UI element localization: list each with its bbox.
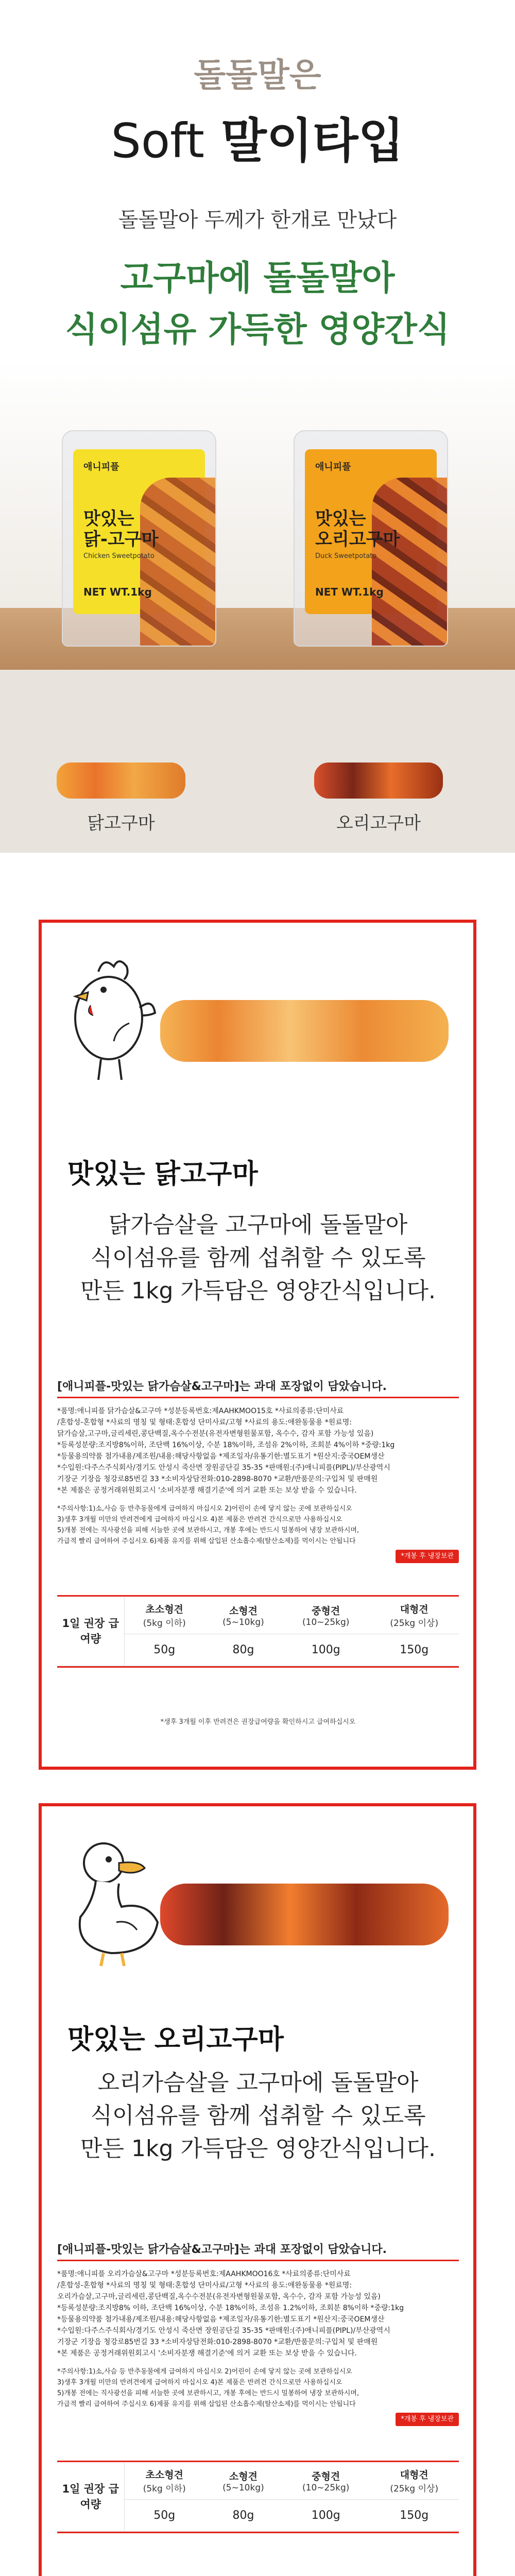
feeding-value: 80g [204,1634,282,1666]
product-description-line1: 오리가슴살을 고구마에 돌돌말아 [97,2070,419,2096]
product-card-chicken [39,920,476,1770]
feeding-row-label: 1일 권장 급여량 [57,2462,124,2532]
info-line: *등록성분량:조지방8%이하, 조단백 16%이상, 수분 18%이하, 조섬유 2%이하, 조회분 4%이하 *중량:1kg [57,1441,395,1449]
info-line: *수입원:다주스주식회사/경기도 안성시 죽산면 장원공단길 35-35 *판매원:(주)애니피플(PIPL)/부산광역시 [57,1464,390,1472]
info-heading: [애니피플-맛있는 닭가슴살&고구마]는 과대 포장없이 담았습니다. [57,1381,459,1398]
product-info-block [57,1381,459,1563]
duck-illustration [67,1835,160,1969]
info-line: *등물용의약품 첨가내용/제조원/내용:해당사항없음 *제조일자/유통기한:별도표기 *원산지:중국OEM생산 [57,2315,385,2324]
chicken-treat-closeup [160,1000,449,1062]
caution-line: 가급적 빨리 급여하여 주십시오 6)제품 유지를 위해 삽입된 산소흡수제(탈산소제)를 먹이시는 안됩니다 [57,1537,356,1545]
product-description-line2: 식이섬유를 함께 섭취할 수 있도록 [90,2103,426,2129]
product-card-duck [39,1803,476,2576]
product-bag-duck [294,430,448,647]
feeding-value: 50g [124,2500,204,2532]
feeding-value: 150g [369,1634,459,1666]
caution-text [57,2366,459,2410]
info-line: *등록성분량:조지방8% 이하, 조단백 16%이상, 수분 18%이하, 조섬유 1.2%이하, 조회분 8%이하 *중량:1kg [57,2304,404,2312]
feeding-value: 100g [282,1634,369,1666]
feeding-col-header: 초소형견 (5kg 이하) [124,1597,204,1634]
feeding-value: 50g [124,1634,204,1666]
bag-name-line1: 맛있는 [83,509,134,529]
storage-tag: *개봉 후 냉장보관 [396,2413,459,2426]
chicken-treat-image [57,762,185,799]
bag-brand: 애니피플 [83,462,119,472]
feeding-row-label: 1일 권장 급여량 [57,1597,124,1666]
info-lines [57,2268,459,2359]
bag-net-weight: NET WT.1kg [315,586,384,598]
chicken-treat-label: 닭고구마 [87,813,155,834]
product-description-line3: 만든 1kg 가득담은 영양간식입니다. [80,2136,436,2162]
storage-tag: *개봉 후 냉장보관 [396,1550,459,1563]
caution-line: 5)개봉 전에는 직사광선을 피해 서늘한 곳에 보관하시고, 개봉 후에는 반드시 밀봉하여 냉장 보관하시며, [57,1527,359,1534]
caution-line: 가급적 빨리 급여하여 주십시오 6)제품 유지를 위해 삽입된 산소흡수제(탈산소제)를 먹이시는 안됩니다 [57,2400,356,2408]
hero-headline-line1: 고구마에 돌돌말아 [120,258,395,298]
caution-line: 3)생후 3개월 미만의 반려견에게 급여하지 마십시오 4)본 제품은 반려견 간식으로만 사용하십시오 [57,1516,342,1523]
product-description-line1: 닭가슴살을 고구마에 돌돌말아 [108,1212,408,1238]
storage-tag-row [57,1550,459,1563]
bag-brand: 애니피플 [315,462,351,472]
info-line: *등물용의약품 첨가내용/제조원/내용:해당사항없음 *제조일자/유통기한:별도표기 *원산지:중국OEM생산 [57,1452,385,1461]
info-line: 오리가슴살,고구마,글리세린,콩단백질,옥수수전분(유전자변형원물포함, 옥수수, 감자 포함 가능성 있음) [57,2293,381,2301]
feeding-col-header: 대형견 (25kg 이상) [369,2462,459,2500]
bag-name-line1: 맛있는 [315,509,366,529]
feeding-table-header-row [57,1597,459,1634]
product-description [62,1209,454,1308]
caution-line: 3)생후 3개월 미만의 반려견에게 급여하지 마십시오 4)본 제품은 반려견 간식으로만 사용하십시오 [57,2379,342,2386]
chicken-illustration [67,951,160,1085]
info-line: /혼합성-혼합형 *사료의 명칭 및 형태:혼합성 단미사료/고형 *사료의 용도:애완동물용 *원료명: [57,1418,352,1427]
hero-title [0,103,515,171]
hero-headline-line2: 식이섬유 가득한 영양간식 [65,310,450,349]
hero-title-en: Soft [111,113,204,168]
info-lines [57,1405,459,1496]
feeding-col-header: 중형견 (10~25kg) [282,1597,369,1634]
info-line: 기장군 기장읍 청강로85번길 33 *소비자상담전화:010-2898-8070 *교환/반품문의:구입처 및 판매원 [57,2338,378,2346]
duck-treat-closeup [160,1884,449,1945]
feeding-note: *생후 3개월 이후 반려견은 권장급여량을 확인하시고 급여하십시오 [160,1718,356,1726]
feeding-col-header: 대형견 (25kg 이상) [369,1597,459,1634]
info-line: *품명:애니피플 오리가슴살&고구마 *성분등록번호:제AAHKMOO16호 *사료의종류:단미사료 [57,2270,351,2278]
info-line: 기장군 기장읍 청강로85번길 33 *소비자상담전화:010-2898-8070 *교환/반품문의:구입처 및 판매원 [57,1475,378,1483]
product-description-line3: 만든 1kg 가득담은 영양간식입니다. [80,1278,436,1304]
bag-subtitle: Chicken Sweetpotato [83,552,154,560]
feeding-table [57,2461,459,2533]
product-title: 맛있는 오리고구마 [67,2024,284,2055]
hero-label: 돌돌말은 [194,57,321,95]
hero-title-ko: 말이타입 [221,113,404,168]
feeding-value: 80g [204,2500,282,2532]
bag-treats-image [140,478,216,647]
feeding-table-header-row [57,2462,459,2500]
caution-text [57,1503,459,1547]
bag-name-line2: 닭-고구마 [83,529,159,550]
hero-headline [0,252,515,355]
info-heading: [애니피플-맛있는 닭가슴살&고구마]는 과대 포장없이 담았습니다. [57,2244,459,2261]
feeding-col-header: 초소형견 (5kg 이하) [124,2462,204,2500]
info-line: 닭가슴살,고구마,글리세린,콩단백질,옥수수전분(유전자변형원물포함, 옥수수, 감자 포함 가능성 있음) [57,1430,374,1438]
duck-treat-image [314,762,443,799]
product-title: 맛있는 닭고구마 [67,1159,258,1190]
hero-description: 돌돌말아 두께가 한개로 만났다 [118,208,397,232]
info-line: /혼합성-혼합형 *사료의 명칭 및 형태:혼합성 단미사료/고형 *사료의 용도:애완동물용 *원료명: [57,2281,352,2290]
duck-treat-label: 오리고구마 [336,813,421,834]
feeding-value: 100g [282,2500,369,2532]
feeding-col-header: 소형견 (5~10kg) [204,2462,282,2500]
product-bag-chicken [62,430,216,647]
caution-line: *주의사항:1)소,사슴 등 반추동물에게 급여하지 마십시오 2)어린이 손에 닿지 않는 곳에 보관하십시오 [57,2368,352,2376]
product-description-line2: 식이섬유를 함께 섭취할 수 있도록 [90,1245,426,1271]
bag-treats-image [372,478,448,647]
storage-tag-row [57,2413,459,2426]
product-info-block [57,2244,459,2426]
feeding-value: 150g [369,2500,459,2532]
info-line: *본 제품은 공정거래위원회고시 '소비자분쟁 해결기준'에 의거 교환 또는 보상 받을 수 있습니다. [57,2349,357,2358]
info-line: *품명:애니피플 닭가슴살&고구마 *성분등록번호:제AAHKMOO15호 *사료의종류:단미사료 [57,1407,344,1415]
caution-line: *주의사항:1)소,사슴 등 반추동물에게 급여하지 마십시오 2)어린이 손에 닿지 않는 곳에 보관하십시오 [57,1505,352,1513]
bag-name-line2: 오리고구마 [315,529,400,550]
feeding-col-header: 중형견 (10~25kg) [282,2462,369,2500]
info-line: *본 제품은 공정거래위원회고시 '소비자분쟁 해결기준'에 의거 교환 또는 보상 받을 수 있습니다. [57,1486,357,1495]
info-line: *수입원:다주스주식회사/경기도 안성시 죽산면 장원공단길 35-35 *판매원:(주)애니피플(PIPL)/부산광역시 [57,2327,390,2335]
bag-name [83,509,159,550]
bag-net-weight: NET WT.1kg [83,586,152,598]
feeding-col-header: 소형견 (5~10kg) [204,1597,282,1634]
caution-line: 5)개봉 전에는 직사광선을 피해 서늘한 곳에 보관하시고, 개봉 후에는 반드시 밀봉하여 냉장 보관하시며, [57,2389,359,2397]
bag-name [315,509,400,550]
hero-section [0,0,515,853]
feeding-table [57,1595,459,1668]
bag-subtitle: Duck Sweetpotato [315,552,377,560]
product-description [62,2066,454,2165]
